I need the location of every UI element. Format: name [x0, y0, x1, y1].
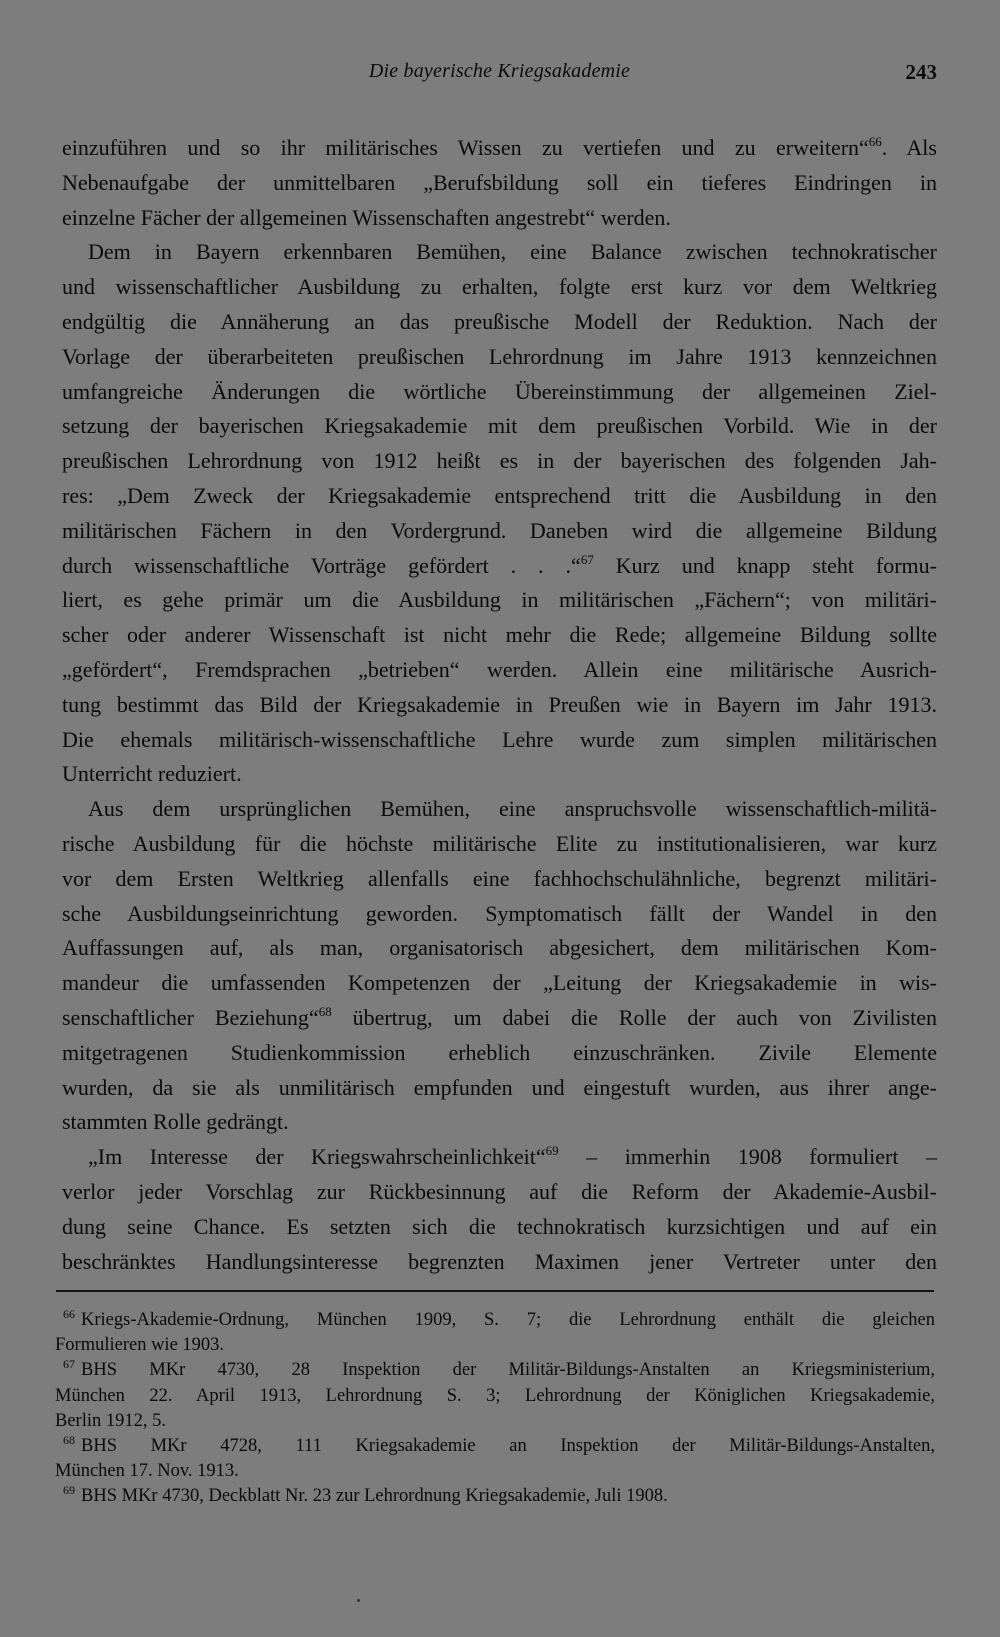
- footnote-line: [55, 1409, 935, 1434]
- footnote-reference: 68: [318, 1003, 332, 1019]
- footnote-text: Kriegs-Akademie-Ordnung, München 1909, S. 7; die Lehrordnung enthält die gleichen: [81, 1310, 935, 1330]
- footnote: [55, 1434, 935, 1484]
- text-line: [62, 966, 937, 1001]
- line-text: einzelne Fächer der allgemeinen Wissenschaften angestrebt“ werden.: [62, 204, 671, 230]
- text-line: [62, 549, 937, 584]
- text-line: [62, 166, 937, 201]
- text-line: [62, 618, 937, 653]
- scan-speck: [357, 1599, 360, 1602]
- text-line: [62, 1071, 937, 1106]
- text-line: [62, 514, 937, 549]
- text-line: [62, 305, 937, 340]
- line-text: res: „Dem Zweck der Kriegsakademie entsprechend tritt die Ausbildung in den: [62, 482, 937, 508]
- line-text: Dem in Bayern erkennbaren Bemühen, eine Balance zwischen technokratischer: [88, 239, 937, 265]
- footnote-number: 68: [63, 1432, 75, 1447]
- footnote-reference: 67: [580, 551, 594, 567]
- page-number: 243: [905, 60, 937, 84]
- line-text: sche Ausbildungseinrichtung geworden. Symptomatisch fällt der Wandel in den: [62, 900, 937, 926]
- footnote-text: Formulieren wie 1903.: [55, 1335, 225, 1356]
- text-line: [62, 340, 937, 375]
- footnote-reference: 66: [868, 134, 882, 149]
- footnote: [55, 1308, 935, 1358]
- footnote-line: [55, 1333, 935, 1358]
- text-line: [62, 479, 937, 514]
- line-text: Nebenaufgabe der unmittelbaren „Berufsbildung soll ein tieferes Eindringen in: [62, 169, 937, 195]
- text-line: [62, 1175, 937, 1210]
- footnote-line: [55, 1358, 935, 1383]
- text-line: [62, 409, 937, 444]
- line-text-continued: – immerhin 1908 formuliert –: [558, 1144, 937, 1170]
- footnote-number: 67: [63, 1357, 75, 1372]
- line-text-continued: Kurz und knapp steht formu-: [593, 552, 937, 578]
- line-text: und wissenschaftlicher Ausbildung zu erhalten, folgte erst kurz vor dem Weltkrieg: [62, 274, 937, 300]
- line-text: Aus dem ursprünglichen Bemühen, eine anspruchsvolle wissenschaftlich-militä-: [88, 796, 937, 822]
- line-text: wurden, da sie als unmilitärisch empfunden und eingestuft wurden, aus ihrer ange-: [62, 1074, 937, 1100]
- text-line: [62, 723, 937, 758]
- line-text: „Im Interesse der Kriegswahrscheinlichkeit“: [88, 1144, 546, 1170]
- text-line: [62, 688, 937, 723]
- footnote-text: München 17. Nov. 1913.: [55, 1461, 239, 1482]
- footnotes: [55, 1308, 935, 1510]
- text-line: [62, 201, 937, 236]
- line-text: einzuführen und so ihr militärisches Wissen zu vertiefen und zu erweitern“: [62, 135, 869, 160]
- text-line: [62, 862, 937, 897]
- line-text: mitgetragenen Studienkommission erheblich einzuschränken. Zivile Elemente: [62, 1039, 937, 1065]
- running-head: Die bayerische Kriegsakademie: [368, 60, 631, 82]
- text-line: [62, 1210, 937, 1245]
- footnote-text: BHS MKr 4728, 111 Kriegsakademie an Inspektion der Militär-Bildungs-Anstalten,: [81, 1435, 935, 1456]
- line-text: Vorlage der überarbeiteten preußischen Lehrordnung im Jahre 1913 kennzeichnen: [62, 343, 937, 369]
- footnote-text: BHS MKr 4730, Deckblatt Nr. 23 zur Lehrordnung Kriegsakademie, Juli 1908.: [81, 1486, 668, 1507]
- text-line: [62, 1036, 937, 1071]
- text-line: [62, 1105, 937, 1140]
- line-text: verlor jeder Vorschlag zur Rückbesinnung auf die Reform der Akademie-Ausbil-: [62, 1178, 937, 1204]
- line-text: liert, es gehe primär um die Ausbildung in militärischen „Fächern“; von militäri-: [62, 587, 937, 613]
- footnote-line: [55, 1434, 935, 1459]
- footnote-reference: 69: [545, 1143, 559, 1159]
- line-text: militärischen Fächern in den Vordergrund. Daneben wird die allgemeine Bildung: [62, 517, 937, 543]
- footnote-text: München 22. April 1913, Lehrordnung S. 3; Lehrordnung der Königlichen Kriegsakademie,: [55, 1385, 935, 1406]
- line-text-continued: . Als: [881, 135, 937, 160]
- text-line: [62, 131, 937, 166]
- text-line: [62, 1245, 937, 1280]
- text-line: [62, 444, 937, 479]
- body-text: [62, 131, 937, 1279]
- footnote-line: [55, 1459, 935, 1484]
- line-text: tung bestimmt das Bild der Kriegsakademie in Preußen wie in Bayern im Jahr 1913.: [62, 691, 937, 717]
- line-text: Unterricht reduziert.: [62, 761, 242, 787]
- line-text: mandeur die umfassenden Kompetenzen der „Leitung der Kriegsakademie in wis-: [62, 970, 937, 996]
- line-text: stammten Rolle gedrängt.: [62, 1109, 289, 1135]
- line-text: dung seine Chance. Es setzten sich die technokratisch kurzsichtigen und auf ein: [62, 1213, 937, 1239]
- line-text-continued: übertrug, um dabei die Rolle der auch von Zivilisten: [331, 1004, 938, 1030]
- line-text: endgültig die Annäherung an das preußische Modell der Reduktion. Nach der: [62, 308, 937, 334]
- line-text: preußischen Lehrordnung von 1912 heißt es in der bayerischen des folgenden Jah-: [62, 448, 937, 474]
- text-line: [62, 375, 937, 410]
- text-line: [62, 235, 937, 270]
- text-line: [62, 897, 937, 932]
- line-text: Die ehemals militärisch-wissenschaftliche Lehre wurde zum simplen militärischen: [62, 726, 937, 752]
- footnote-line: [55, 1308, 935, 1333]
- line-text: setzung der bayerischen Kriegsakademie mit dem preußischen Vorbild. Wie in der: [62, 413, 937, 439]
- footnote: [55, 1358, 935, 1434]
- footnote-rule: [56, 1290, 934, 1292]
- line-text: durch wissenschaftliche Vorträge gefördert . . .“: [62, 552, 581, 578]
- footnote-number: 66: [63, 1307, 75, 1321]
- text-line: [62, 1001, 937, 1036]
- text-line: [62, 270, 937, 305]
- line-text: umfangreiche Änderungen die wörtliche Übereinstimmung der allgemeinen Ziel-: [62, 378, 937, 404]
- line-text: rische Ausbildung für die höchste militärische Elite zu institutionalisieren, war kurz: [62, 830, 937, 856]
- text-line: [62, 653, 937, 688]
- line-text: senschaftlicher Beziehung“: [62, 1004, 319, 1030]
- line-text: „gefördert“, Fremdsprachen „betrieben“ werden. Allein eine militärische Ausrich-: [62, 656, 937, 682]
- text-line: [62, 827, 937, 862]
- line-text: scher oder anderer Wissenschaft ist nicht mehr die Rede; allgemeine Bildung sollte: [62, 622, 937, 648]
- line-text: Auffassungen auf, als man, organisatorisch abgesichert, dem militärischen Kom-: [62, 935, 937, 961]
- footnote-line: [55, 1384, 935, 1409]
- text-line: [62, 757, 937, 792]
- footnote-text: BHS MKr 4730, 28 Inspektion der Militär-Bildungs-Anstalten an Kriegsministerium,: [81, 1360, 935, 1381]
- text-line: [62, 1140, 937, 1175]
- line-text: beschränktes Handlungsinteresse begrenzten Maximen jener Vertreter unter den: [62, 1248, 937, 1274]
- page-header: [62, 60, 937, 90]
- footnote-text: Berlin 1912, 5.: [55, 1410, 166, 1431]
- text-line: [62, 792, 937, 827]
- footnote: [55, 1484, 935, 1509]
- footnote-line: [55, 1484, 935, 1509]
- footnote-number: 69: [63, 1483, 75, 1498]
- line-text: vor dem Ersten Weltkrieg allenfalls eine fachhochschulähnliche, begrenzt militäri-: [62, 865, 937, 891]
- text-line: [62, 583, 937, 618]
- text-line: [62, 931, 937, 966]
